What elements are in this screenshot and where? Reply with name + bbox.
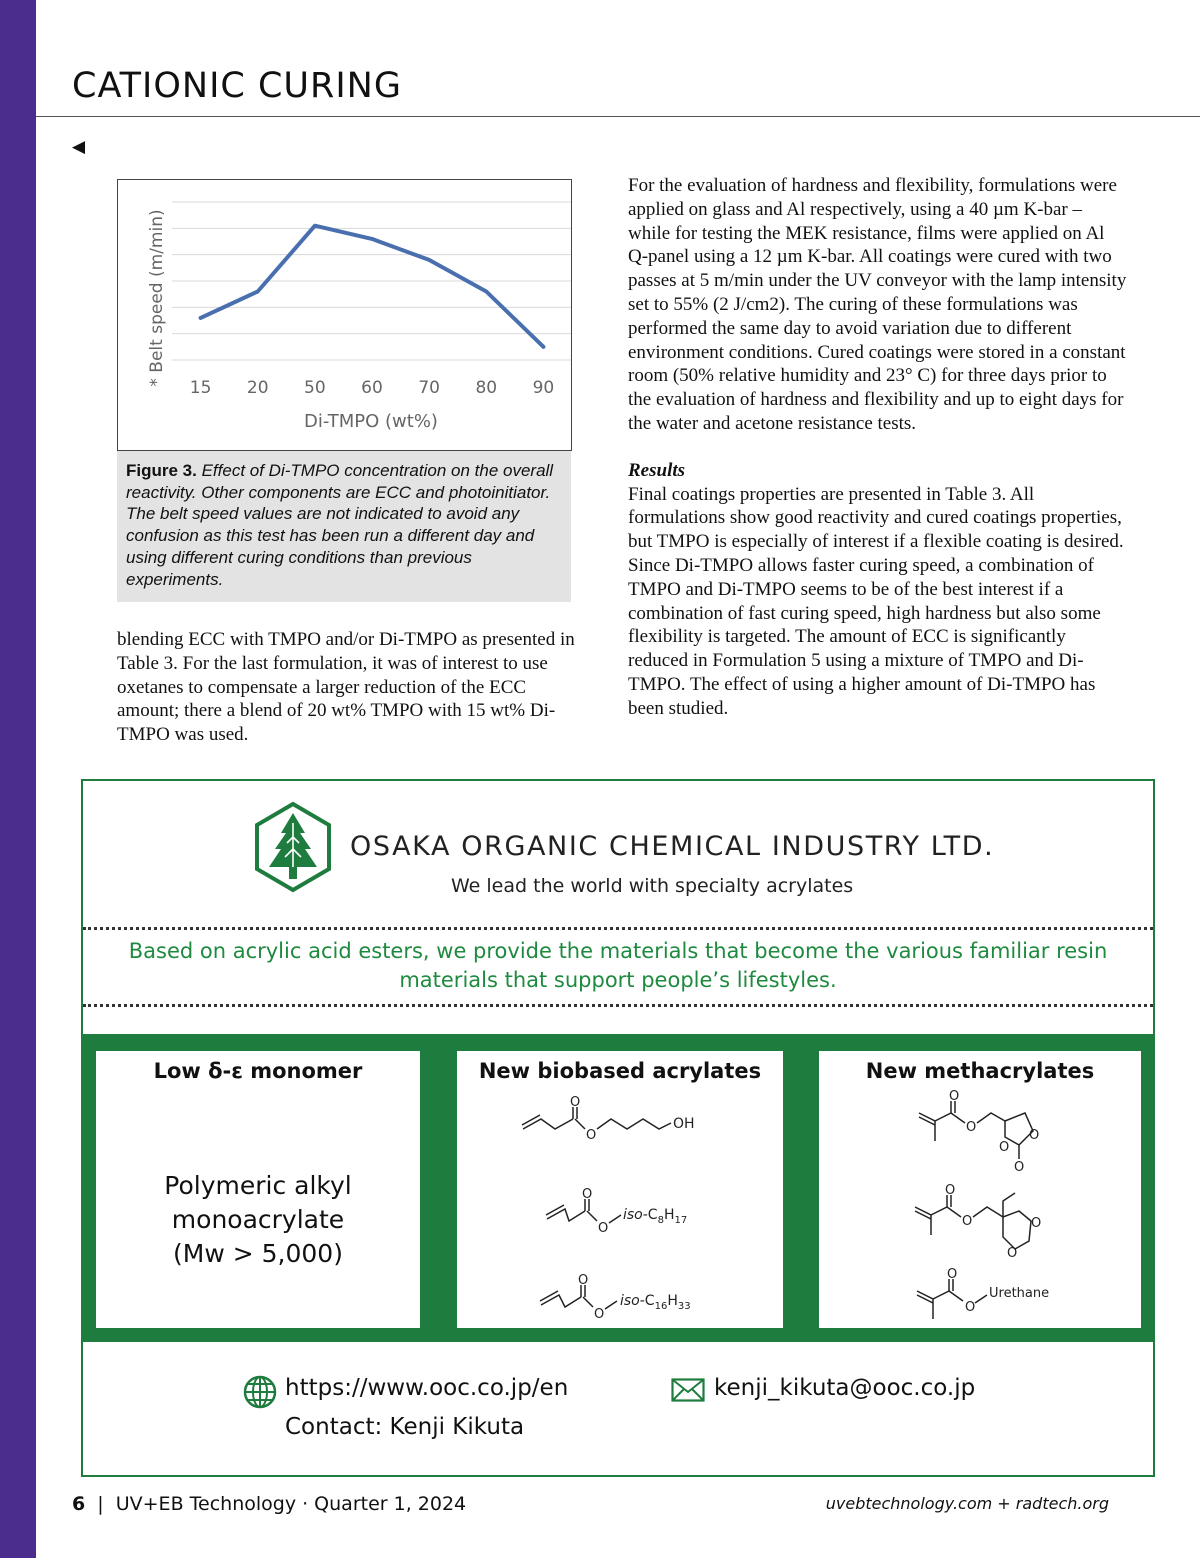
panel-title-biobased: New biobased acrylates [478,1059,762,1083]
poly-line-2: monoacrylate [171,1205,345,1234]
atom-o-14: O [1031,1216,1042,1231]
label-oh: OH [673,1116,695,1132]
globe-icon [243,1375,277,1409]
atom-o-11: O [1014,1160,1025,1175]
dotted-divider-top [83,927,1153,930]
page-number: 6 [72,1493,86,1515]
contact-person: Contact: Kenji Kikuta [285,1414,525,1440]
panel-methacrylates [819,1051,1141,1328]
panel-biobased-acrylates [457,1051,783,1328]
acrylate-hydroxybutyl-structure [522,1107,671,1129]
atom-o-2: O [586,1128,597,1143]
atom-o-13: O [962,1214,973,1229]
email-link[interactable]: kenji_kikuta@ooc.co.jp [714,1375,976,1401]
acrylate-iso-c16-structure [540,1285,617,1309]
footer-separator: | [97,1493,104,1515]
page-footer-left [72,1493,466,1515]
chart-x-tick-label: 20 [246,378,269,398]
chart-x-tick-label: 15 [189,378,212,398]
ad-lead-text: Based on acrylic acid esters, we provide the materials that become the various familiar resin materials that support people’s lifestyles. [128,939,1108,992]
figure-3-chart [117,179,572,451]
envelope-icon [671,1378,705,1402]
panel-title-methacrylates: New methacrylates [865,1059,1095,1083]
atom-o-17: O [965,1300,976,1315]
osaka-organic-advertisement [81,779,1155,1477]
panel-low-monomer [96,1051,420,1328]
atom-o-4: O [598,1221,609,1236]
title-divider [36,116,1200,117]
label-iso-c8h17: iso-$C_8H_{17}$ [623,1207,688,1226]
chart-data-point [256,290,260,294]
atom-o-12: O [945,1183,956,1198]
tree-hexagon-logo-icon [253,801,333,893]
chart-x-tick-label: 60 [361,378,383,398]
panel-title-low-monomer: Low δ-ε monomer [153,1059,363,1083]
chart-data-point [313,224,317,228]
label-iso-c16h33: iso-$C_{16}H_{33}$ [620,1293,691,1312]
website-link[interactable]: https://www.ooc.co.jp/en [285,1375,569,1401]
chart-x-tick-label: 80 [475,378,498,398]
chart-series-line-belt-speed [201,226,544,347]
acrylate-iso-c8-structure [546,1199,621,1223]
label-urethane: Urethane [989,1286,1050,1301]
poly-line-1: Polymeric alkyl [164,1171,352,1200]
company-name: OSAKA ORGANIC CHEMICAL INDUSTRY LTD. [350,831,995,862]
chart-data-point [484,290,488,294]
atom-o-16: O [947,1267,958,1282]
section-title: CATIONIC CURING [72,66,402,106]
left-text-column [117,628,587,747]
right-paragraph-2: Final coatings properties are presented in Table 3. All formulations show good reactivity and cured coatings properties, but TMPO is especially of interest if a flexible coating is desired. Since Di-TMPO allows faster curing speed, a combination of TMPO and Di-TMPO seems to be of the best interest if a combination of fast curing speed, high hardness but also some flexibility is targeted. The amount of ECC is significantly reduced in Formulation 5 using a mixture of TMPO and Di-TMPO. The effect of using a higher amount of Di-TMPO has been studied. [628,483,1124,719]
poly-line-3: (Mw > 5,000) [173,1239,343,1268]
atom-o-3: O [582,1187,593,1202]
chart-data-point [370,237,374,241]
figure-caption [117,451,571,602]
atom-o-1: O [570,1095,581,1110]
line-chart-svg [118,180,571,450]
chart-data-point [427,258,431,262]
atom-o-15: O [1007,1246,1018,1261]
figure-caption-label: Figure 3. [126,461,197,480]
atom-o-7: O [949,1089,960,1104]
chart-x-tick-label: 50 [304,378,326,398]
figure-caption-text: Effect of Di-TMPO concentration on the overall reactivity. Other components are ECC and photoinitiator. The belt speed values are not indicated to avoid any confusion as this test has been run a different day and using different curing conditions than previous experiments. [126,461,554,589]
publication-name: UV+EB Technology · Quarter 1, 2024 [115,1493,467,1515]
back-arrow-icon[interactable]: ◀ [72,137,86,157]
chart-x-tick-label: 90 [532,378,555,398]
methacrylate-dioxane-structure [915,1193,1031,1249]
methacrylate-structures [819,1051,1141,1328]
chart-data-point [542,345,546,349]
atom-o-10: O [999,1140,1010,1155]
left-paragraph: blending ECC with TMPO and/or Di-TMPO as presented in Table 3. For the last formulation, it was of interest to use oxetanes to compensate a larger reduction of the ECC amount; there a blend of 20 wt% TMPO with 15 wt% Di-TMPO was used. [117,629,575,746]
atom-o-5: O [578,1273,589,1288]
purple-sidebar-band [0,0,36,1558]
atom-o-6: O [594,1307,605,1322]
atom-o-9: O [1029,1128,1040,1143]
dotted-divider-bottom [83,1004,1153,1007]
right-text-column [628,174,1128,721]
results-heading: Results [628,459,686,481]
chart-data-point [199,316,203,320]
chart-x-axis-label: Di-TMPO (wt%) [304,411,438,432]
chart-y-axis-label: * Belt speed (m/min) [147,209,167,387]
atom-o-8: O [966,1120,977,1135]
methacrylate-urethane-structure [917,1279,987,1319]
polymeric-monoacrylate-text [96,1169,420,1271]
biobased-acrylate-structures [457,1051,783,1328]
chart-x-tick-label: 70 [418,378,440,398]
right-paragraph-1: For the evaluation of hardness and flexibility, formulations were applied on glass and Al respectively, using a 40 µm K-bar – while for testing the MEK resistance, films were applied on Al Q-panel using a 12 µm K-bar. All coatings were cured with two passes at 5 m/min under the UV conveyor with the lamp intensity set to 55% (2 J/cm2). The curing of these formulations was performed the same day to avoid variation due to different environment conditions. Cured coatings were stored in a constant room (50% relative humidity and 23° C) for three days prior to the evaluation of hardness and flexibility and up to eight days for the water and acetone resistance tests. [628,175,1127,434]
footer-websites[interactable]: uvebtechnology.com + radtech.org [825,1494,1109,1513]
company-tagline: We lead the world with specialty acrylates [451,875,854,897]
